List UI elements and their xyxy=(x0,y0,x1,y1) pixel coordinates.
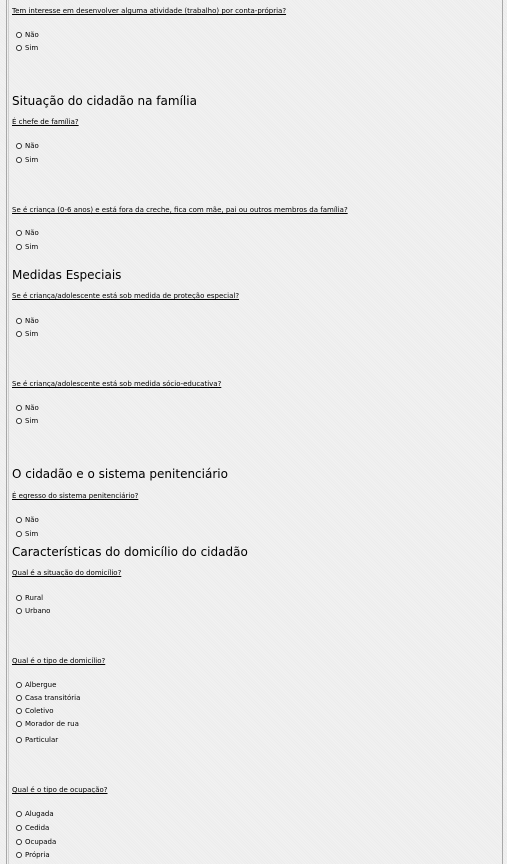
radio-option[interactable] xyxy=(12,43,38,53)
option-label: Não xyxy=(25,516,39,524)
radio-option[interactable] xyxy=(12,329,38,339)
question-label: É egresso do sistema penitenciário? xyxy=(12,492,139,500)
radio-option[interactable] xyxy=(12,593,43,603)
radio-option[interactable] xyxy=(12,30,39,40)
radio-option[interactable] xyxy=(12,515,39,525)
right-border xyxy=(502,0,503,864)
radio-button[interactable] xyxy=(16,45,22,51)
option-label: Não xyxy=(25,404,39,412)
radio-button[interactable] xyxy=(16,682,22,688)
option-label: Cedida xyxy=(25,824,50,832)
section-heading: Situação do cidadão na família xyxy=(12,94,197,108)
radio-option[interactable] xyxy=(12,850,50,860)
option-label: Urbano xyxy=(25,607,51,615)
radio-button[interactable] xyxy=(16,517,22,523)
radio-button[interactable] xyxy=(16,405,22,411)
left-border xyxy=(6,0,7,864)
option-label: Sim xyxy=(25,156,39,164)
option-label: Não xyxy=(25,31,39,39)
option-label: Particular xyxy=(25,736,59,744)
radio-option[interactable] xyxy=(12,155,38,165)
radio-option[interactable] xyxy=(12,403,39,413)
radio-button[interactable] xyxy=(16,852,22,858)
radio-button[interactable] xyxy=(16,331,22,337)
radio-option[interactable] xyxy=(12,529,38,539)
radio-option[interactable] xyxy=(12,823,49,833)
section-heading: Medidas Especiais xyxy=(12,268,122,282)
radio-option[interactable] xyxy=(12,242,38,252)
radio-button[interactable] xyxy=(16,839,22,845)
radio-button[interactable] xyxy=(16,721,22,727)
radio-button[interactable] xyxy=(16,825,22,831)
option-label: Rural xyxy=(25,594,44,602)
radio-option[interactable] xyxy=(12,809,54,819)
section-heading: Características do domicílio do cidadão xyxy=(12,545,248,559)
radio-option[interactable] xyxy=(12,706,54,716)
radio-button[interactable] xyxy=(16,695,22,701)
radio-button[interactable] xyxy=(16,811,22,817)
option-label: Albergue xyxy=(25,681,57,689)
radio-button[interactable] xyxy=(16,143,22,149)
question-label: Se é criança/adolescente está sob medida de proteção especial? xyxy=(12,292,240,300)
question-label: Se é criança/adolescente está sob medida sócio-educativa? xyxy=(12,380,222,388)
radio-button[interactable] xyxy=(16,531,22,537)
option-label: Própria xyxy=(25,851,50,859)
radio-option[interactable] xyxy=(12,680,56,690)
radio-option[interactable] xyxy=(12,693,80,703)
radio-option[interactable] xyxy=(12,141,39,151)
radio-button[interactable] xyxy=(16,737,22,743)
radio-button[interactable] xyxy=(16,230,22,236)
option-label: Não xyxy=(25,317,39,325)
radio-button[interactable] xyxy=(16,595,22,601)
radio-option[interactable] xyxy=(12,416,38,426)
radio-button[interactable] xyxy=(16,708,22,714)
question-label: É chefe de família? xyxy=(12,118,79,126)
option-label: Morador de rua xyxy=(25,720,79,728)
left-border-inner xyxy=(8,0,9,864)
option-label: Não xyxy=(25,142,39,150)
radio-button[interactable] xyxy=(16,244,22,250)
radio-button[interactable] xyxy=(16,608,22,614)
option-label: Coletivo xyxy=(25,707,54,715)
option-label: Não xyxy=(25,229,39,237)
question-label: Se é criança (0-6 anos) e está fora da creche, fica com mãe, pai ou outros membros da família? xyxy=(12,206,348,214)
question-label: Tem interesse em desenvolver alguma atividade (trabalho) por conta-própria? xyxy=(12,7,287,15)
option-label: Alugada xyxy=(25,810,54,818)
option-label: Sim xyxy=(25,330,39,338)
radio-button[interactable] xyxy=(16,157,22,163)
radio-option[interactable] xyxy=(12,719,79,729)
radio-option[interactable] xyxy=(12,316,39,326)
option-label: Sim xyxy=(25,530,39,538)
question-label: Qual é o tipo de ocupação? xyxy=(12,786,108,794)
radio-button[interactable] xyxy=(16,418,22,424)
radio-option[interactable] xyxy=(12,606,50,616)
radio-button[interactable] xyxy=(16,32,22,38)
option-label: Sim xyxy=(25,243,39,251)
radio-option[interactable] xyxy=(12,228,39,238)
radio-button[interactable] xyxy=(16,318,22,324)
option-label: Sim xyxy=(25,417,39,425)
section-heading: O cidadão e o sistema penitenciário xyxy=(12,467,228,481)
option-label: Ocupada xyxy=(25,838,57,846)
radio-option[interactable] xyxy=(12,837,56,847)
question-label: Qual é o tipo de domicílio? xyxy=(12,657,106,665)
question-label: Qual é a situação do domicílio? xyxy=(12,569,122,577)
option-label: Casa transitória xyxy=(25,694,81,702)
option-label: Sim xyxy=(25,44,39,52)
radio-option[interactable] xyxy=(12,735,58,745)
